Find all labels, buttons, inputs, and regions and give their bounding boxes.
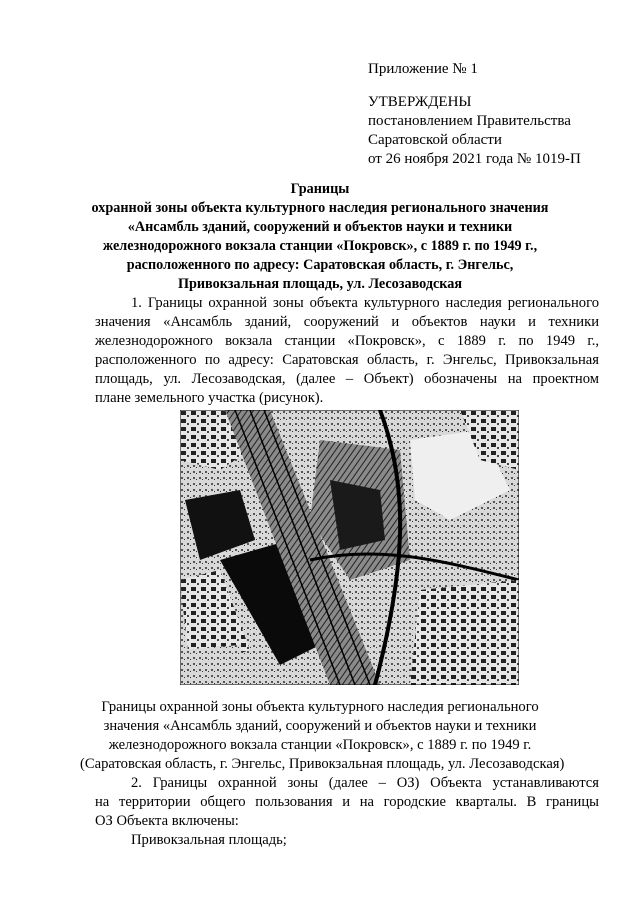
- list-item: Привокзальная площадь;: [131, 832, 287, 848]
- approval-line: от 26 ноября 2021 года № 1019-П: [368, 151, 581, 167]
- title-line: Привокзальная площадь, ул. Лесозаводская: [177, 276, 463, 292]
- paragraph-2: [95, 774, 599, 831]
- paragraph-line: 1. Границы охранной зоны объекта культурного наследия регионального: [131, 295, 599, 311]
- caption-line: значения «Ансамбль зданий, сооружений и объектов науки и техники: [103, 718, 537, 734]
- approval-line: Саратовской области: [368, 132, 502, 148]
- paragraph-line: железнодорожного вокзала станции «Покровск», с 1889 г. по 1949 г.,: [95, 333, 599, 349]
- figure-caption: [80, 698, 565, 774]
- paragraph-line: 2. Границы охранной зоны (далее – ОЗ) Объекта устанавливаются: [131, 775, 599, 791]
- approval-line: УТВЕРЖДЕНЫ: [368, 94, 472, 110]
- appendix-label: Приложение № 1: [368, 61, 478, 77]
- aerial-map-image: [180, 410, 519, 685]
- paragraph-line: площадь, ул. Лесозаводская, (далее – Объект) обозначены на проектном: [95, 371, 599, 387]
- aerial-map-figure: [180, 410, 519, 685]
- title-line: «Ансамбль зданий, сооружений и объектов науки и техники: [127, 219, 513, 235]
- caption-line: (Саратовская область, г. Энгельс, Привокзальная площадь, ул. Лесозаводская): [80, 756, 565, 772]
- title-line: расположенного по адресу: Саратовская область, г. Энгельс,: [126, 257, 514, 273]
- paragraph-line: плане земельного участка (рисунок).: [95, 390, 324, 406]
- approval-line: постановлением Правительства: [368, 113, 571, 129]
- caption-line: Границы охранной зоны объекта культурного наследия регионального: [101, 699, 539, 715]
- paragraph-line: ОЗ Объекта включены:: [95, 813, 239, 829]
- title-line: охранной зоны объекта культурного наследия регионального значения: [91, 200, 549, 216]
- paragraph-line: расположенного по адресу: Саратовская область, г. Энгельс, Привокзальная: [95, 352, 599, 368]
- document-title: [80, 180, 560, 294]
- caption-line: железнодорожного вокзала станции «Покровск», с 1889 г. по 1949 г.: [108, 737, 532, 753]
- paragraph-1: [95, 294, 599, 408]
- title-line: Границы: [290, 181, 350, 197]
- title-line: железнодорожного вокзала станции «Покровск», с 1889 г. по 1949 г.,: [102, 238, 538, 254]
- paragraph-line: на территории общего пользования и на городские кварталы. В границы: [95, 794, 599, 810]
- paragraph-line: значения «Ансамбль зданий, сооружений и объектов науки и техники: [95, 314, 599, 330]
- approval-block: [368, 93, 581, 169]
